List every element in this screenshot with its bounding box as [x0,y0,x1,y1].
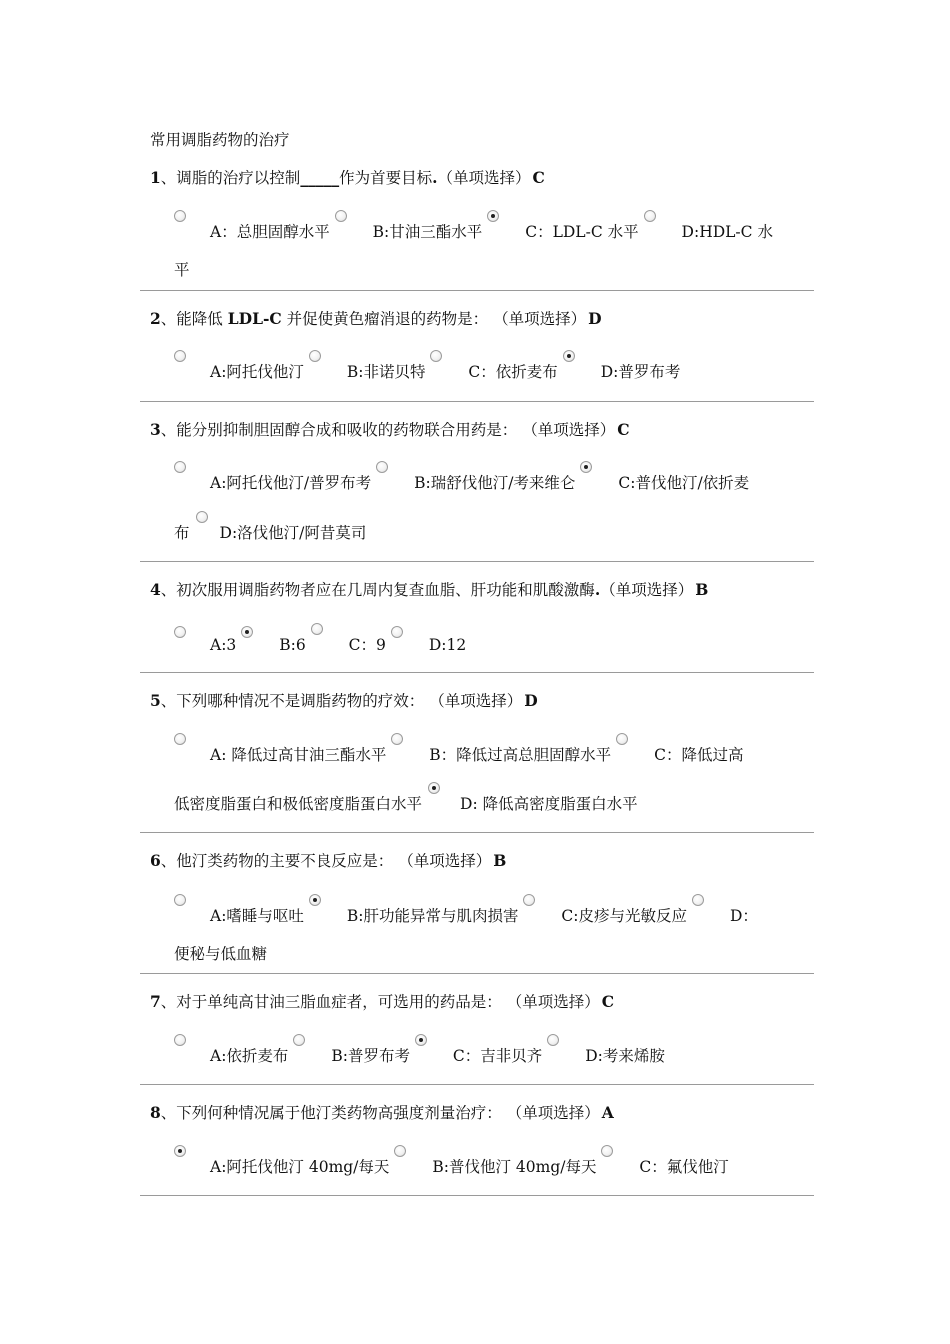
radio-button[interactable] [174,350,186,362]
option-d[interactable]: D:HDL-C 水 [644,220,773,242]
radio-button-selected[interactable] [563,350,575,362]
radio-button[interactable] [174,626,186,638]
radio-button-selected[interactable] [241,626,253,638]
radio-button[interactable] [391,626,403,638]
radio-button[interactable] [644,210,656,222]
question-stem: 1、调脂的治疗以控制_____作为首要目标.（单项选择） C [150,168,545,187]
question-number: 3 [150,420,161,439]
option-b[interactable]: B:肝功能异常与肌肉损害 [309,904,519,926]
option-c[interactable]: C：依折麦布 [430,360,557,382]
option-a[interactable]: A:3 [174,636,236,654]
question-5 [140,689,814,833]
question-type: （单项选择） [488,310,587,328]
option-a[interactable]: A：总胆固醇水平 [174,220,330,242]
question-stem: 2、能降低 LDL-C 并促使黄色瘤消退的药物是： （单项选择） D [150,309,602,328]
option-d[interactable]: D:12 [391,636,466,654]
radio-button-selected[interactable] [309,894,321,906]
question-type: （单项选择） [424,692,523,710]
question-4 [140,578,814,673]
correct-answer: C [601,992,615,1011]
correct-answer: B [493,851,507,870]
options-row [174,1155,729,1177]
question-8 [140,1101,814,1196]
question-type: （单项选择） [517,421,616,439]
option-b[interactable]: B:非诺贝特 [309,360,426,382]
option-d[interactable]: D： [692,904,758,926]
radio-button[interactable] [309,350,321,362]
option-a[interactable]: A:嗜睡与呕吐 [174,904,304,926]
correct-answer: C [617,420,630,439]
question-stem: 7、对于单纯高甘油三脂血症者，可选用的药品是： （单项选择） C [150,992,615,1011]
question-number: 8 [150,1103,161,1122]
options-row [174,471,749,493]
option-d[interactable]: D: 降低高密度脂蛋白水平 [422,792,638,814]
question-number: 6 [150,851,161,870]
radio-button[interactable] [616,733,628,745]
question-type: （单项选择） [501,1104,600,1122]
correct-answer: C [532,168,545,187]
radio-button-selected[interactable] [415,1034,427,1046]
option-b[interactable]: B:普罗布考 [293,1044,410,1066]
radio-button[interactable] [174,1034,186,1046]
option-continuation: 布 [174,524,190,542]
question-number: 5 [150,691,161,710]
question-7 [140,990,814,1085]
options-row [174,904,758,926]
radio-button[interactable] [430,350,442,362]
question-stem: 5、下列哪种情况不是调脂药物的疗效： （单项选择） D [150,691,538,710]
radio-button[interactable] [293,1034,305,1046]
radio-button[interactable] [601,1145,613,1157]
question-number: 4 [150,580,161,599]
radio-button[interactable] [692,894,704,906]
radio-button-selected[interactable] [487,210,499,222]
option-b[interactable]: B:瑞舒伐他汀/考来维仑 [376,471,575,493]
question-type: （单项选择） [437,169,531,187]
correct-answer: A [601,1103,614,1122]
option-continuation: 平 [174,261,190,279]
question-6 [140,849,814,974]
option-c[interactable]: C：9 [311,633,386,655]
option-b[interactable]: B:甘油三酯水平 [335,220,483,242]
option-d[interactable]: D:考来烯胺 [547,1044,665,1066]
option-b[interactable]: B:普伐他汀 40mg/每天 [394,1155,596,1177]
question-stem: 8、下列何种情况属于他汀类药物高强度剂量治疗： （单项选择） A [150,1103,614,1122]
document-title: 常用调脂药物的治疗 [150,131,290,149]
radio-button-selected[interactable] [580,461,592,473]
question-2 [140,307,814,402]
option-c[interactable]: C:普伐他汀/依折麦 [580,471,749,493]
question-type: （单项选择） [600,581,694,599]
radio-button[interactable] [376,461,388,473]
option-c[interactable]: C:皮疹与光敏反应 [523,904,687,926]
option-continuation: 便秘与低血糖 [174,945,268,963]
question-number: 1 [150,168,161,187]
option-c[interactable]: C：氟伐他汀 [601,1155,728,1177]
question-type: （单项选择） [501,993,600,1011]
question-stem: 3、能分别抑制胆固醇合成和吸收的药物联合用药是： （单项选择） C [150,420,630,439]
radio-button-selected[interactable] [428,782,440,794]
correct-answer: D [588,309,602,328]
options-row [174,1044,665,1066]
option-d[interactable]: D:洛伐他汀/阿昔莫司 [190,521,367,543]
radio-button[interactable] [174,210,186,222]
radio-button[interactable] [394,1145,406,1157]
radio-button[interactable] [523,894,535,906]
options-row [174,220,773,242]
question-type: （单项选择） [393,852,492,870]
options-row [174,743,744,765]
correct-answer: B [695,580,709,599]
option-d[interactable]: D:普罗布考 [563,360,681,382]
radio-button[interactable] [391,733,403,745]
radio-button[interactable] [196,511,208,523]
option-b[interactable]: B：降低过高总胆固醇水平 [391,743,611,765]
answer-blank: _____ [300,168,340,187]
option-a[interactable]: A:阿托伐他汀 40mg/每天 [174,1155,389,1177]
correct-answer: D [524,691,538,710]
options-row [174,360,680,382]
radio-button[interactable] [311,623,323,635]
radio-button[interactable] [174,733,186,745]
radio-button-selected[interactable] [174,1145,186,1157]
question-number: 2 [150,309,161,328]
option-continuation: 低密度脂蛋白和极低密度脂蛋白水平 [174,795,423,813]
options-row-2 [174,792,638,814]
question-stem: 4、初次服用调脂药物者应在几周内复查血脂、肝功能和肌酸激酶.（单项选择） B [150,580,709,599]
option-a[interactable]: A: 降低过高甘油三酯水平 [174,743,386,765]
question-stem: 6、他汀类药物的主要不良反应是： （单项选择） B [150,851,507,870]
radio-button[interactable] [335,210,347,222]
option-a[interactable]: A:阿托伐他汀/普罗布考 [174,471,371,493]
option-c[interactable]: C：LDL-C 水平 [487,220,638,242]
option-a[interactable]: A:依折麦布 [174,1044,288,1066]
options-row [174,633,466,655]
option-b[interactable]: B:6 [241,636,305,654]
radio-button[interactable] [547,1034,559,1046]
radio-button[interactable] [174,894,186,906]
option-c[interactable]: C：降低过高 [616,743,743,765]
question-1 [140,166,814,291]
question-number: 7 [150,992,161,1011]
radio-button[interactable] [174,461,186,473]
option-c[interactable]: C：吉非贝齐 [415,1044,542,1066]
question-3 [140,418,814,562]
option-a[interactable]: A:阿托伐他汀 [174,360,304,382]
options-row-2 [174,521,366,543]
